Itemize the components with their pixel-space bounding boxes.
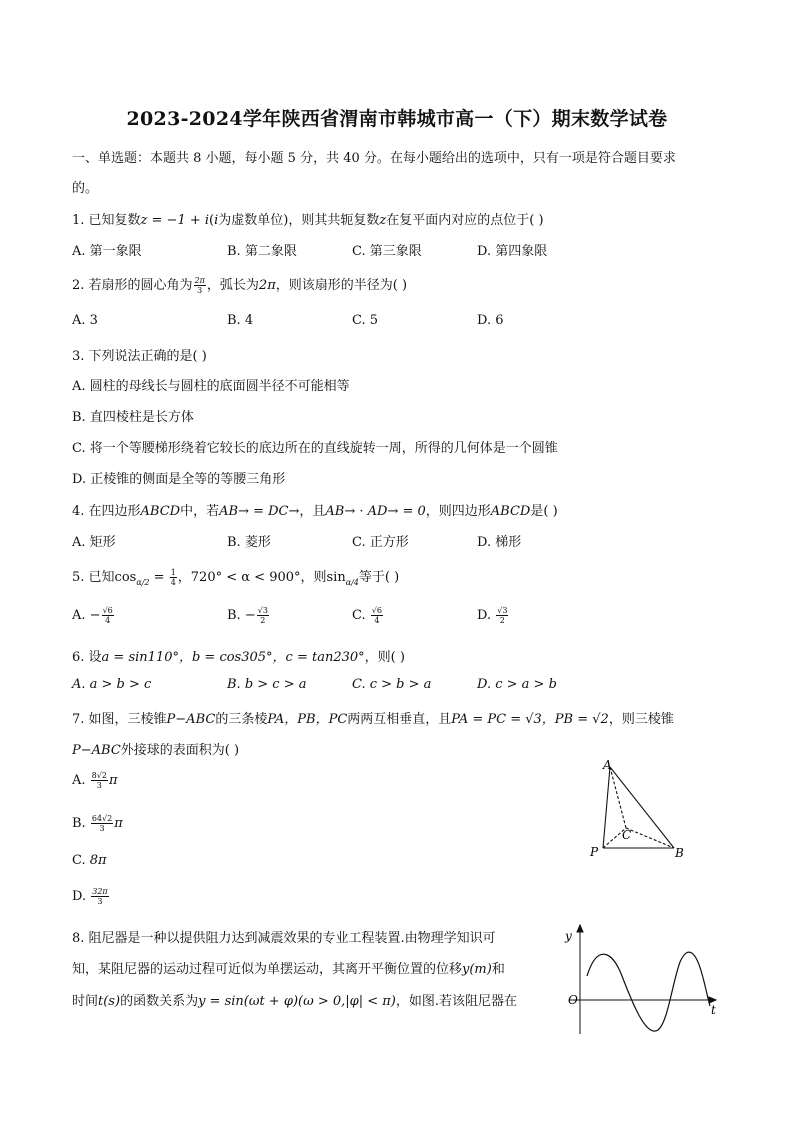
edge-cb xyxy=(626,828,674,848)
question-7-option-c[interactable]: C. 8π xyxy=(72,853,107,868)
section-heading-line2: 的。 xyxy=(72,181,99,196)
question-6-stem: 6. 设a = sin110°，b = cos305°，c = tan230°，则( ) xyxy=(72,650,405,665)
question-1-option-d[interactable]: D. 第四象限 xyxy=(477,244,548,259)
question-1-stem: 1. 已知复数z = −1 + i(i为虚数单位)，则其共轭复数z在复平面内对应的点位于( ) xyxy=(72,213,544,228)
label-t: t xyxy=(711,1003,716,1017)
fraction: $\frac{1}{4}$ xyxy=(170,568,176,587)
question-3-option-a[interactable]: A. 圆柱的母线长与圆柱的底面圆半径不可能相等 xyxy=(72,379,350,394)
question-6-option-d[interactable]: D. c > a > b xyxy=(477,677,557,692)
fraction: $\frac{64√2}{3}$ xyxy=(91,814,113,833)
question-1-option-b[interactable]: B. 第二象限 xyxy=(227,244,297,259)
question-7-option-a[interactable]: A. $\frac{8√2}{3}$ π xyxy=(72,771,118,790)
label-y: y xyxy=(565,929,572,943)
sine-curve xyxy=(587,952,710,1031)
fraction: $\frac{√3}{2}$ xyxy=(497,606,508,625)
edge-ac xyxy=(610,767,626,828)
question-8-stem-line3: 时间t(s)的函数关系为y = sin(ωt + φ)(ω > 0,|φ| < π)，如图.若该阻尼器在 xyxy=(72,994,518,1009)
question-2-option-a[interactable]: A. 3 xyxy=(72,313,98,328)
label-origin: O xyxy=(568,993,578,1007)
question-7-option-b[interactable]: B. $\frac{64√2}{3}$ π xyxy=(72,814,123,833)
question-5-stem: 5. 已知$\cos_{\alpha/2}$ = $\frac{1}{4}$ ，720° < α < 900°，则$\sin_{\alpha/4}$等于( ) xyxy=(72,568,400,587)
question-1-option-a[interactable]: A. 第一象限 xyxy=(72,244,142,259)
question-3-option-b[interactable]: B. 直四棱柱是长方体 xyxy=(72,410,194,425)
question-7-stem-line1: 7. 如图，三棱锥P−ABC的三条棱PA，PB，PC两两互相垂直，且PA = PC = √3，PB = √2，则三棱锥 xyxy=(72,712,674,727)
sine-graph-figure xyxy=(560,922,730,1040)
question-7-option-d[interactable]: D. $\frac{32\pi}{3}$ xyxy=(72,887,108,906)
y-axis-arrow xyxy=(577,925,583,932)
label-p: P xyxy=(590,845,599,859)
question-4-option-d[interactable]: D. 梯形 xyxy=(477,535,522,550)
question-5-option-b[interactable]: B. − $\frac{√3}{2}$ xyxy=(227,606,268,625)
question-6-option-c[interactable]: C. c > b > a xyxy=(352,677,432,692)
fraction: $\frac{√3}{2}$ xyxy=(257,606,268,625)
edge-ab xyxy=(610,767,674,848)
label-b: B xyxy=(675,846,684,860)
question-5-option-d[interactable]: D. $\frac{√3}{2}$ xyxy=(477,606,508,625)
question-4-stem: 4. 在四边形ABCD中，若AB→ = DC→，且AB→ · AD→ = 0，则四边形ABCD是( ) xyxy=(72,504,558,519)
fraction: $\frac{√6}{4}$ xyxy=(102,606,113,625)
question-3-stem: 3. 下列说法正确的是( ) xyxy=(72,349,207,364)
question-2-stem: 2. 若扇形的圆心角为 $\frac{2\pi}{3}$ ，弧长为2π，则该扇形的半径为( ) xyxy=(72,276,408,295)
fraction: $\frac{32\pi}{3}$ xyxy=(92,887,108,906)
question-8-stem-line1: 8. 阻尼器是一种以提供阻力达到减震效果的专业工程装置.由物理学知识可 xyxy=(72,931,496,946)
question-4-option-a[interactable]: A. 矩形 xyxy=(72,535,116,550)
page-title: 2023-2024学年陕西省渭南市韩城市高一（下）期末数学试卷 xyxy=(126,108,668,130)
label-a: A xyxy=(603,758,612,772)
question-2-option-b[interactable]: B. 4 xyxy=(227,313,254,328)
edge-pa xyxy=(603,767,610,848)
question-4-option-c[interactable]: C. 正方形 xyxy=(352,535,409,550)
section-heading-line1: 一、单选题：本题共 8 小题，每小题 5 分，共 40 分。在每小题给出的选项中，只有一项是符合题目要求 xyxy=(72,151,676,166)
question-7-stem-line2: P−ABC外接球的表面积为( ) xyxy=(72,743,240,758)
question-2-option-d[interactable]: D. 6 xyxy=(477,313,504,328)
question-2-option-c[interactable]: C. 5 xyxy=(352,313,379,328)
question-3-option-d[interactable]: D. 正棱锥的侧面是全等的等腰三角形 xyxy=(72,472,286,487)
question-6-option-a[interactable]: A. a > b > c xyxy=(72,677,152,692)
question-5-option-a[interactable]: A. − $\frac{√6}{4}$ xyxy=(72,606,113,625)
fraction: $\frac{8√2}{3}$ xyxy=(91,771,107,790)
question-1-option-c[interactable]: C. 第三象限 xyxy=(352,244,422,259)
fraction: $\frac{2\pi}{3}$ xyxy=(194,276,205,295)
question-3-option-c[interactable]: C. 将一个等腰梯形绕着它较长的底边所在的直线旋转一周，所得的几何体是一个圆锥 xyxy=(72,441,558,456)
question-5-option-c[interactable]: C. $\frac{√6}{4}$ xyxy=(352,606,382,625)
label-c: C xyxy=(622,828,632,842)
pyramid-figure xyxy=(582,755,692,865)
question-6-option-b[interactable]: B. b > c > a xyxy=(227,677,307,692)
question-4-option-b[interactable]: B. 菱形 xyxy=(227,535,271,550)
fraction: $\frac{√6}{4}$ xyxy=(371,606,382,625)
question-8-stem-line2: 知，某阻尼器的运动过程可近似为单摆运动，其离开平衡位置的位移y(m)和 xyxy=(72,962,505,977)
